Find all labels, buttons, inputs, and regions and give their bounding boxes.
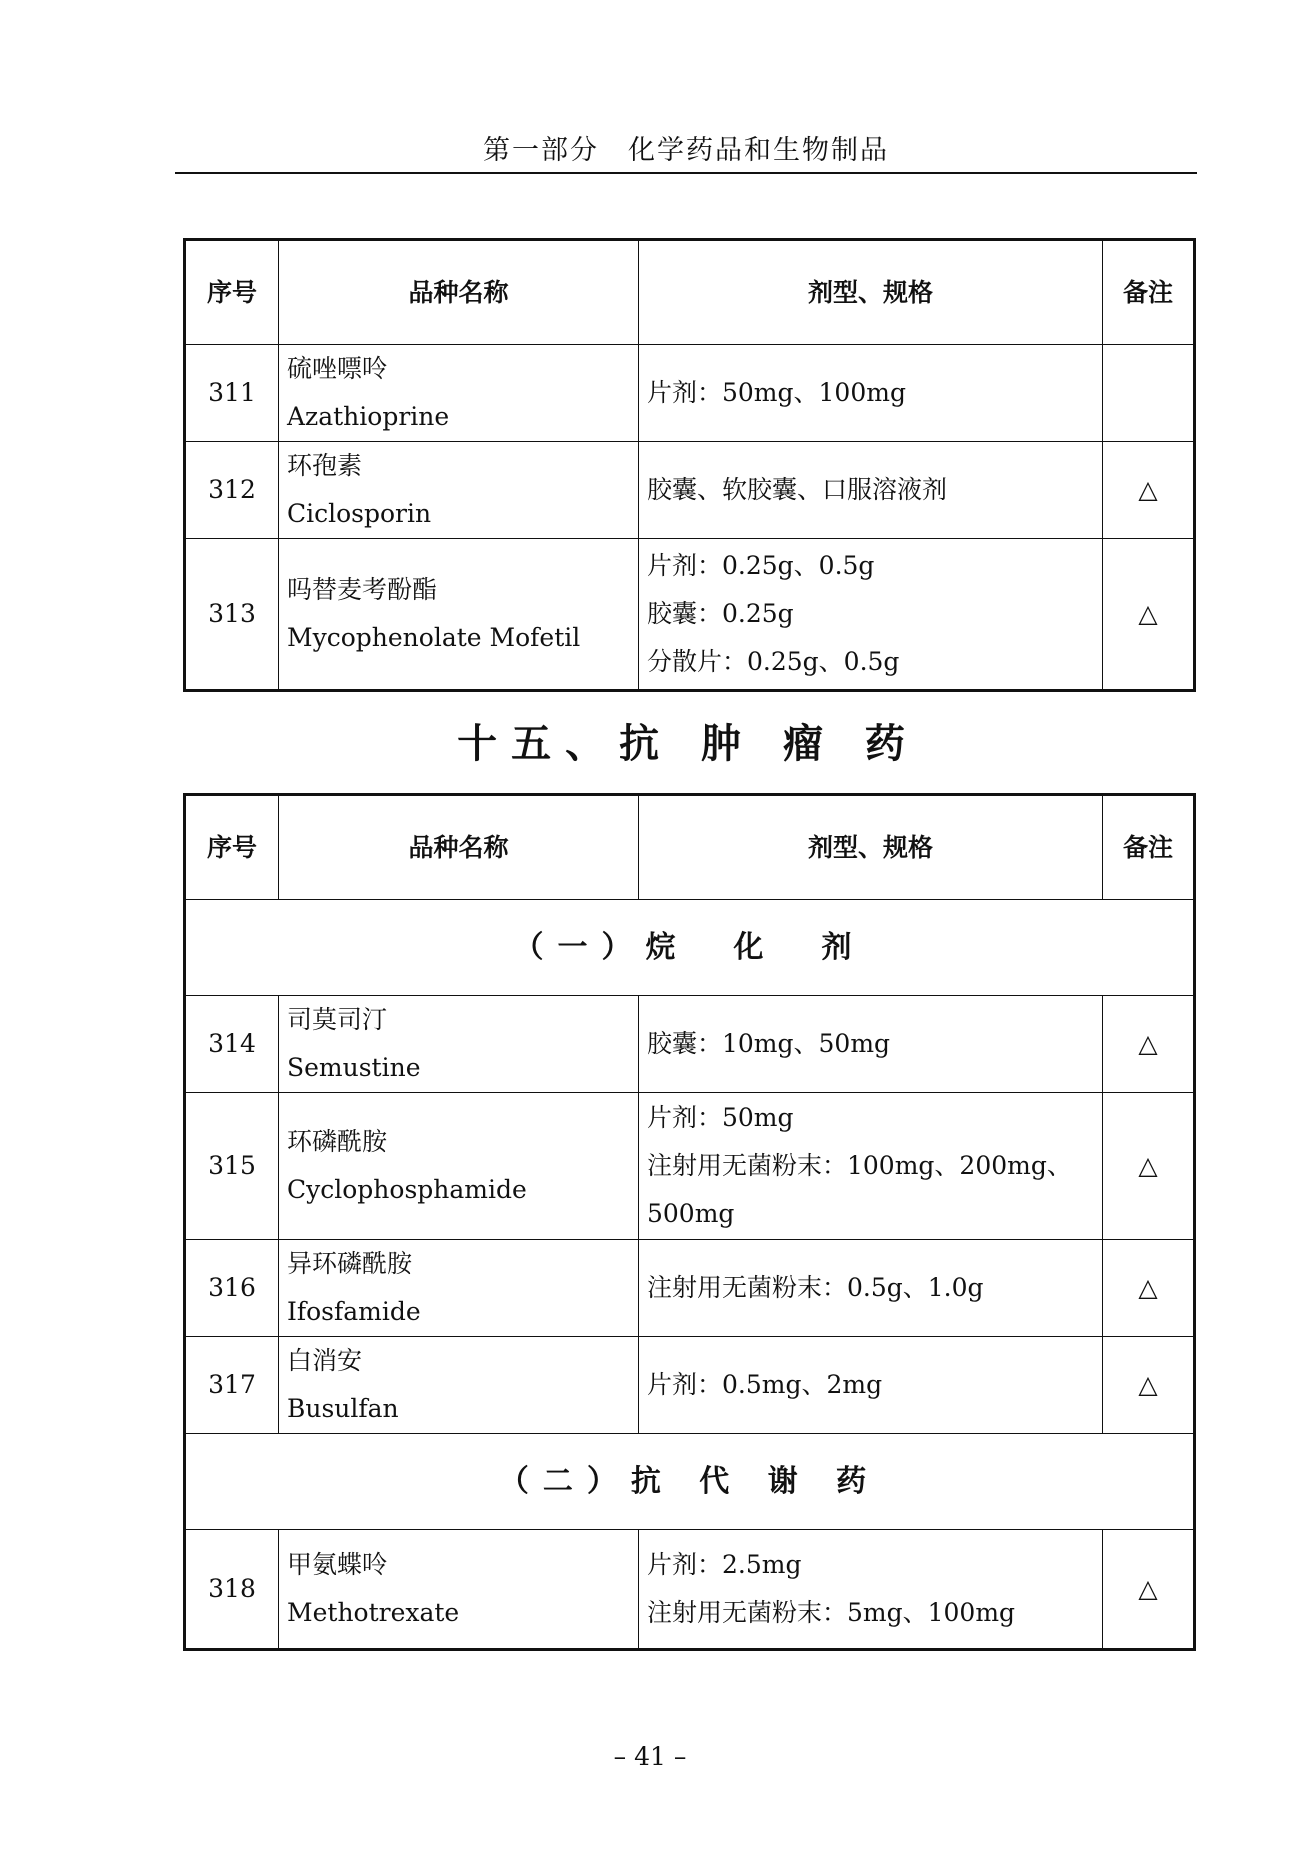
- row-number: 314: [185, 996, 279, 1093]
- dosage-spec-line: 注射用无菌粉末：5mg、100mg: [647, 1598, 1016, 1627]
- note-cell: [1103, 345, 1195, 442]
- row-number: 316: [185, 1240, 279, 1337]
- drug-table-2: [183, 793, 1196, 1651]
- col-header-name: 品种名称: [279, 795, 639, 900]
- dosage-spec-cell: [639, 1337, 1103, 1434]
- col-header-note: 备注: [1103, 240, 1195, 345]
- table-row: [185, 345, 1195, 442]
- drug-name-english: Mycophenolate Mofetil: [287, 623, 581, 652]
- header-rule: [175, 172, 1197, 174]
- drug-name-chinese: 环磷酰胺: [287, 1127, 388, 1156]
- note-cell: △: [1103, 1093, 1195, 1240]
- drug-name-chinese: 甲氨蝶呤: [287, 1550, 388, 1579]
- table-header-row: [185, 240, 1195, 345]
- dosage-spec-line: 注射用无菌粉末：0.5g、1.0g: [647, 1273, 984, 1302]
- dosage-spec-line: 片剂：0.25g、0.5g: [647, 551, 875, 580]
- col-header-num: 序号: [185, 795, 279, 900]
- note-cell: △: [1103, 1240, 1195, 1337]
- drug-name-cell: [279, 1337, 639, 1434]
- drug-name-english: Cyclophosphamide: [287, 1175, 527, 1204]
- table-header-row: [185, 795, 1195, 900]
- table-row: [185, 1337, 1195, 1434]
- dosage-spec-cell: [639, 996, 1103, 1093]
- table-row: [185, 442, 1195, 539]
- dosage-spec-line: 胶囊、软胶囊、口服溶液剂: [647, 475, 948, 504]
- drug-name-cell: [279, 996, 639, 1093]
- table-row: [185, 539, 1195, 691]
- section-title: 十五、抗 肿 瘤 药: [457, 721, 919, 767]
- drug-name-cell: [279, 539, 639, 691]
- note-cell: △: [1103, 1530, 1195, 1650]
- row-number: 311: [185, 345, 279, 442]
- row-number: 312: [185, 442, 279, 539]
- dosage-spec-line: 注射用无菌粉末：100mg、200mg、: [647, 1151, 1072, 1180]
- dosage-spec-cell: [639, 1093, 1103, 1240]
- dosage-spec-line: 片剂：50mg: [647, 1103, 794, 1132]
- note-cell: △: [1103, 1337, 1195, 1434]
- dosage-spec-cell: [639, 345, 1103, 442]
- drug-table-1: [183, 238, 1196, 692]
- dosage-spec-cell: [639, 539, 1103, 691]
- subsection-title-alkylating: （一）烷 化 剂: [185, 900, 1195, 996]
- drug-name-chinese: 吗替麦考酚酯: [287, 575, 438, 604]
- dosage-spec-cell: [639, 442, 1103, 539]
- row-number: 317: [185, 1337, 279, 1434]
- table-row: [185, 1240, 1195, 1337]
- drug-name-chinese: 环孢素: [287, 451, 363, 480]
- drug-name-cell: [279, 442, 639, 539]
- row-number: 318: [185, 1530, 279, 1650]
- drug-name-chinese: 硫唑嘌呤: [287, 354, 388, 383]
- table-row: [185, 1530, 1195, 1650]
- dosage-spec-line: 胶囊：10mg、50mg: [647, 1029, 891, 1058]
- drug-name-english: Semustine: [287, 1053, 421, 1082]
- col-header-num: 序号: [185, 240, 279, 345]
- col-header-spec: 剂型、规格: [639, 240, 1103, 345]
- drug-name-chinese: 司莫司汀: [287, 1005, 388, 1034]
- dosage-spec-line: 500mg: [647, 1199, 735, 1228]
- table-row: [185, 996, 1195, 1093]
- note-cell: △: [1103, 996, 1195, 1093]
- dosage-spec-cell: [639, 1240, 1103, 1337]
- dosage-spec-line: 片剂：50mg、100mg: [647, 378, 906, 407]
- subsection-title-antimetabolite: （二）抗 代 谢 药: [185, 1434, 1195, 1530]
- drug-name-english: Ifosfamide: [287, 1297, 421, 1326]
- drug-name-chinese: 白消安: [287, 1346, 363, 1375]
- dosage-spec-cell: [639, 1530, 1103, 1650]
- dosage-spec-line: 分散片：0.25g、0.5g: [647, 647, 900, 676]
- drug-name-english: Methotrexate: [287, 1598, 460, 1627]
- note-cell: △: [1103, 442, 1195, 539]
- subsection-row: [185, 900, 1195, 996]
- col-header-name: 品种名称: [279, 240, 639, 345]
- drug-name-cell: [279, 1240, 639, 1337]
- drug-name-english: Busulfan: [287, 1394, 399, 1423]
- note-cell: △: [1103, 539, 1195, 691]
- dosage-spec-line: 胶囊：0.25g: [647, 599, 794, 628]
- col-header-note: 备注: [1103, 795, 1195, 900]
- col-header-spec: 剂型、规格: [639, 795, 1103, 900]
- dosage-spec-line: 片剂：0.5mg、2mg: [647, 1370, 883, 1399]
- drug-name-cell: [279, 345, 639, 442]
- dosage-spec-line: 片剂：2.5mg: [647, 1550, 802, 1579]
- table-row: [185, 1093, 1195, 1240]
- drug-name-cell: [279, 1530, 639, 1650]
- row-number: 315: [185, 1093, 279, 1240]
- drug-name-cell: [279, 1093, 639, 1240]
- page-number: – 41 –: [613, 1742, 687, 1771]
- page-header: 第一部分 化学药品和生物制品: [483, 135, 889, 166]
- row-number: 313: [185, 539, 279, 691]
- subsection-row: [185, 1434, 1195, 1530]
- drug-name-chinese: 异环磷酰胺: [287, 1249, 413, 1278]
- drug-name-english: Azathioprine: [287, 402, 450, 431]
- drug-name-english: Ciclosporin: [287, 499, 432, 528]
